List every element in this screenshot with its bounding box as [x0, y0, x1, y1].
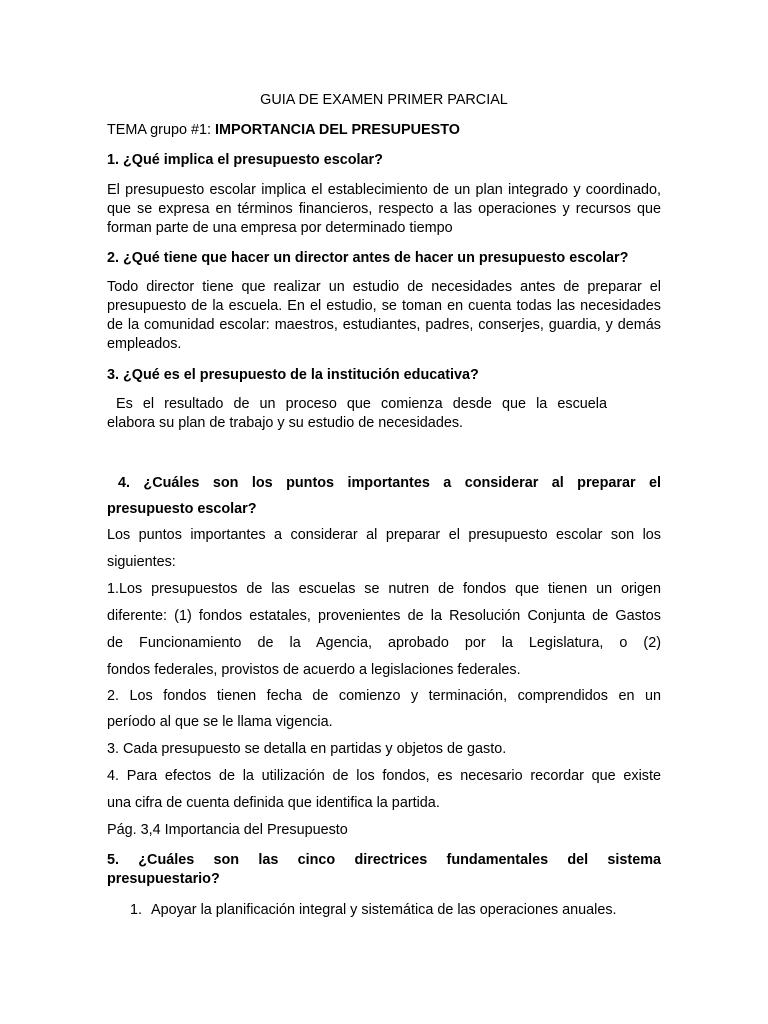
question-4-line-2: presupuesto escolar?	[107, 501, 257, 517]
answer-4-line-2: siguientes:	[107, 554, 176, 570]
answer-4-line-1: Los puntos importantes a considerar al preparar el presupuesto escolar son los	[107, 527, 661, 543]
tema-prefix: TEMA grupo #1:	[107, 122, 215, 138]
answer-3-line-2: elabora su plan de trabajo y su estudio de necesidades.	[107, 415, 464, 431]
page-reference: Pág. 3,4 Importancia del Presupuesto	[107, 822, 348, 838]
tema-heading	[107, 121, 661, 140]
answer-2-line-3: de la comunidad escolar: maestros, estudiantes, padres, conserjes, guardia, y demás	[107, 317, 661, 333]
answer-1-line-1: El presupuesto escolar implica el establecimiento de un plan integrado y coordinado,	[107, 182, 661, 198]
question-5-line-1: 5. ¿Cuáles son las cinco directrices fundamentales del sistema	[107, 852, 661, 868]
answer-1-line-3: forman parte de una empresa por determinado tiempo	[107, 220, 453, 236]
answer-4-line-3: 1.Los presupuestos de las escuelas se nutren de fondos que tienen un origen	[107, 581, 661, 597]
question-5-line-2: presupuestario?	[107, 871, 220, 887]
document-title: GUIA DE EXAMEN PRIMER PARCIAL	[260, 92, 508, 108]
answer-1-line-2: que se expresa en términos financieros, respecto a las operaciones y recursos que	[107, 201, 661, 217]
answer-2-line-1: Todo director tiene que realizar un estudio de necesidades antes de preparar el	[107, 279, 661, 295]
list-item-text: Apoyar la planificación integral y sistemática de las operaciones anuales.	[151, 902, 617, 918]
answer-2-line-2: presupuesto de la escuela. En el estudio, se toman en cuenta todas las necesidades	[107, 298, 661, 314]
answer-4-line-8: período al que se le llama vigencia.	[107, 714, 333, 730]
answer-4-line-9: 3. Cada presupuesto se detalla en partidas y objetos de gasto.	[107, 741, 507, 757]
answer-4-line-6: fondos federales, provistos de acuerdo a legislaciones federales.	[107, 662, 521, 678]
list-item-number: 1.	[130, 902, 143, 918]
answer-2-line-4: empleados.	[107, 336, 182, 352]
question-3: 3. ¿Qué es el presupuesto de la institución educativa?	[107, 367, 479, 383]
tema-title: IMPORTANCIA DEL PRESUPUESTO	[215, 122, 460, 138]
answer-4-line-5: de Funcionamiento de la Agencia, aprobado por la Legislatura, o (2)	[107, 635, 661, 651]
question-4-line-1: 4. ¿Cuáles son los puntos importantes a considerar al preparar el	[118, 475, 661, 491]
answer-4-line-11: una cifra de cuenta definida que identifica la partida.	[107, 795, 440, 811]
answer-4-line-7: 2. Los fondos tienen fecha de comienzo y terminación, comprendidos en un	[107, 688, 661, 704]
answer-3-line-1: Es el resultado de un proceso que comienza desde que la escuela	[116, 396, 607, 412]
answer-4-line-4: diferente: (1) fondos estatales, provenientes de la Resolución Conjunta de Gastos	[107, 608, 661, 624]
question-1: 1. ¿Qué implica el presupuesto escolar?	[107, 152, 383, 168]
answer-4-line-10: 4. Para efectos de la utilización de los fondos, es necesario recordar que existe	[107, 768, 661, 784]
question-2: 2. ¿Qué tiene que hacer un director antes de hacer un presupuesto escolar?	[107, 250, 629, 266]
